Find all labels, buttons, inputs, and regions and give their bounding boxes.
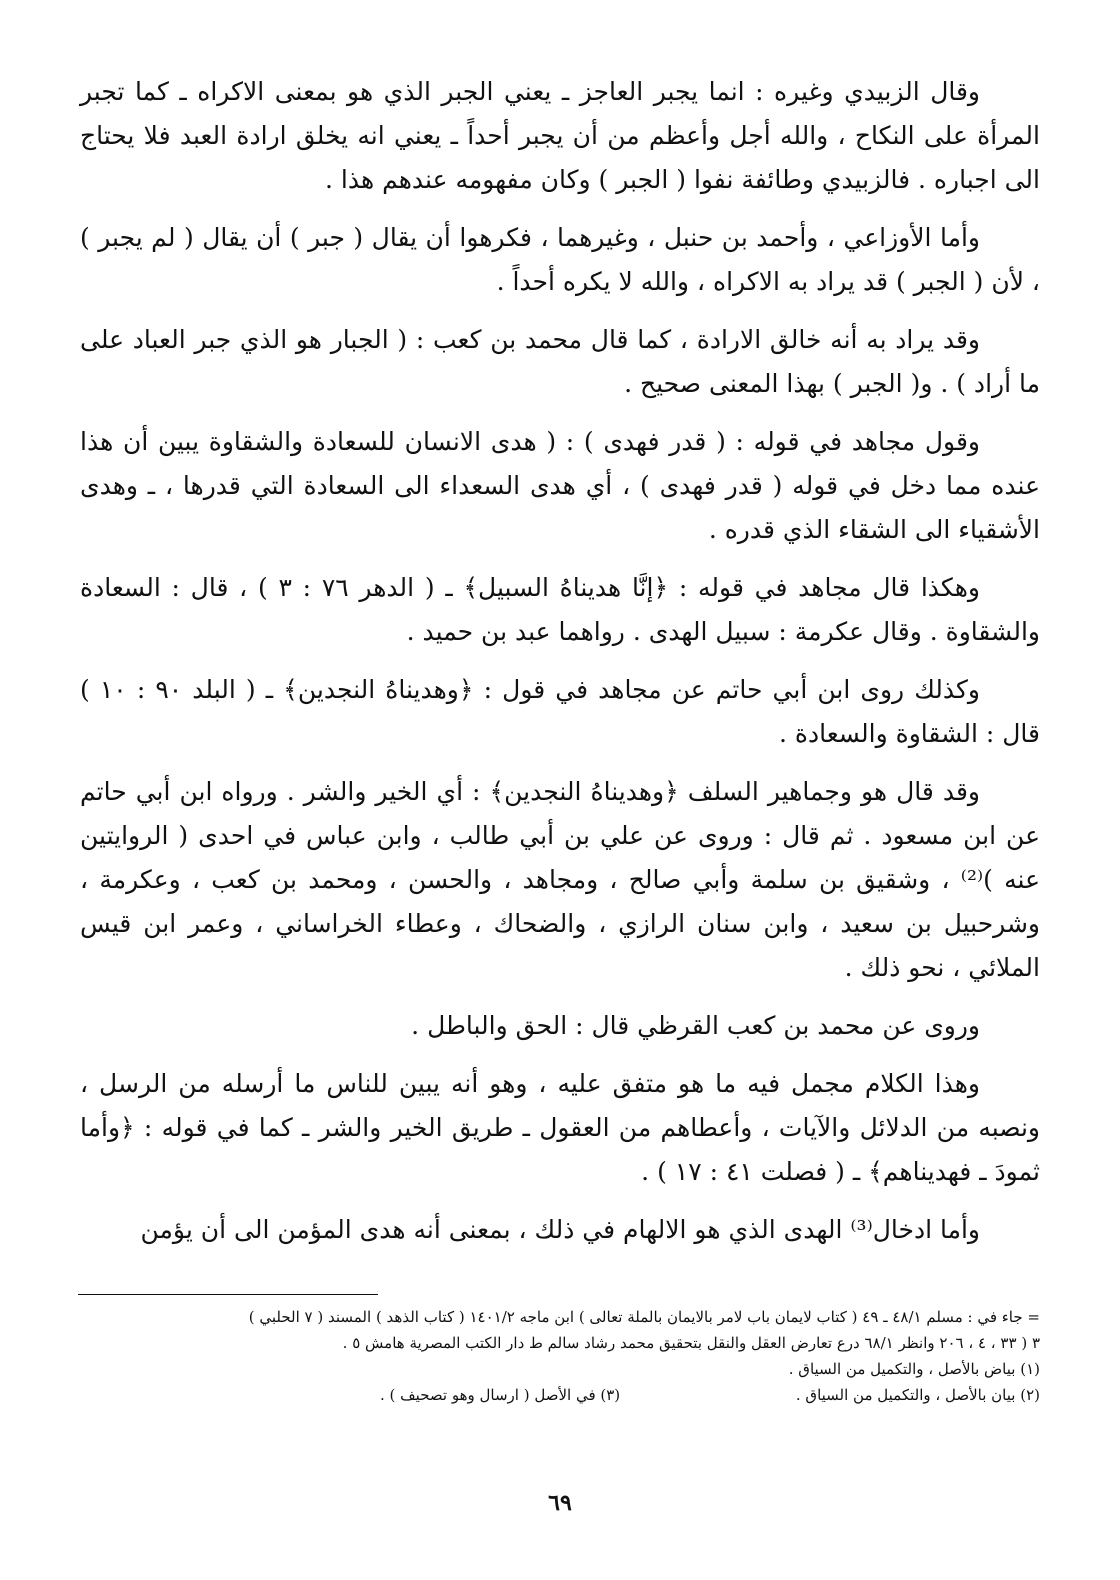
paragraph: وقد يراد به أنه خالق الارادة ، كما قال محمد بن كعب : ( الجبار هو الذي جبر العباد على ما أراد ) . و( الجبر ) بهذا المعنى صحيح . (80, 325, 1040, 398)
paragraph: وأما ادخال⁽³⁾ الهدى الذي هو الالهام في ذلك ، بمعنى أنه هدى المؤمن الى أن يؤمن (140, 1215, 980, 1244)
footnote-continuation-line: ٣ ( ٣٣ ، ٤ ، ٢٠٦ وانظر ٦٨/١ درع تعارض العقل والنقل بتحقيق محمد رشاد سالم ط دار الكتب المصرية هامش ٥ . (342, 1334, 1040, 1352)
paragraph: وأما الأوزاعي ، وأحمد بن حنبل ، وغيرهما ، فكرهوا أن يقال ( جبر ) أن يقال ( لم يجبر ) ، لأن ( الجبر ) قد يراد به الاكراه ، والله لا يكره أحداً . (80, 223, 1040, 296)
paragraph: وكذلك روى ابن أبي حاتم عن مجاهد في قول : ﴿وهديناهُ النجدين﴾ ـ ( البلد ٩٠ : ١٠ ) قال : الشقاوة والسعادة . (80, 675, 1040, 748)
paragraph: وقال الزبيدي وغيره : انما يجبر العاجز ـ يعني الجبر الذي هو بمعنى الاكراه ـ كما تجبر المرأة على النكاح ، والله أجل وأعظم من أن يجبر أحداً ـ يعني انه يخلق ارادة العبد فلا يحتاج الى اجباره . فالزبيدي وطائفة نفوا ( الجبر ) وكان مفهومه عندهم هذا . (80, 77, 1040, 194)
footnote-continuation-line: = جاء في : مسلم ٤٨/١ ـ ٤٩ ( كتاب لايمان باب لامر بالايمان بالملة تعالى ) ابن ماجه ١٤٠١/٢ ( كتاب الذهد ) المسند ( ٧ الحلبي ) (248, 1308, 1040, 1326)
footnote-2: (٢) بيان بالأصل ، والتكميل من السياق . (795, 1386, 1040, 1404)
paragraph: وهذا الكلام مجمل فيه ما هو متفق عليه ، وهو أنه يبين للناس ما أرسله من الرسل ، ونصبه من الدلائل والآيات ، وأعطاهم من العقول ـ طريق الخير والشر ـ كما في قوله : ﴿وأما ثمودَ ـ فهديناهم﴾ ـ ( فصلت ٤١ : ١٧ ) . (80, 1069, 1040, 1186)
page-number: ٦٩ (548, 1490, 572, 1516)
footnote-3: (٣) في الأصل ( ارسال وهو تصحيف ) . (380, 1386, 621, 1404)
footnote-1: (١) بياض بالأصل ، والتكميل من السياق . (788, 1360, 1040, 1378)
paragraph: وقد قال هو وجماهير السلف ﴿وهديناهُ النجدين﴾ : أي الخير والشر . ورواه ابن أبي حاتم عن ابن مسعود . ثم قال : وروى عن علي بن أبي طالب ، وابن عباس في احدى ( الروايتين عنه )⁽²⁾ ، وشقيق بن سلمة وأبي صالح ، ومجاهد ، والحسن ، ومحمد بن كعب ، وعكرمة ، وشرحبيل بن سعيد ، وابن سنان الرازي ، والضحاك ، وعطاء الخراساني ، وعمر ابن قيس الملائي ، نحو ذلك . (80, 777, 1040, 982)
footnotes (80, 1304, 1040, 1408)
paragraph: وروى عن محمد بن كعب القرظي قال : الحق والباطل . (411, 1011, 980, 1040)
paragraph: وهكذا قال مجاهد في قوله : ﴿إنَّا هديناهُ السبيل﴾ ـ ( الدهر ٧٦ : ٣ ) ، قال : السعادة والشقاوة . وقال عكرمة : سبيل الهدى . رواهما عبد بن حميد . (80, 573, 1040, 646)
paragraph: وقول مجاهد في قوله : ( قدر فهدى ) : ( هدى الانسان للسعادة والشقاوة يبين أن هذا عنده مما دخل في قوله ( قدر فهدى ) ، أي هدى السعداء الى السعادة التي قدرها ، ـ وهدى الأشقياء الى الشقاء الذي قدره . (80, 427, 1040, 544)
footnote-row (80, 1382, 1040, 1408)
body-text (80, 70, 1040, 1266)
footnote-divider (78, 1294, 378, 1295)
